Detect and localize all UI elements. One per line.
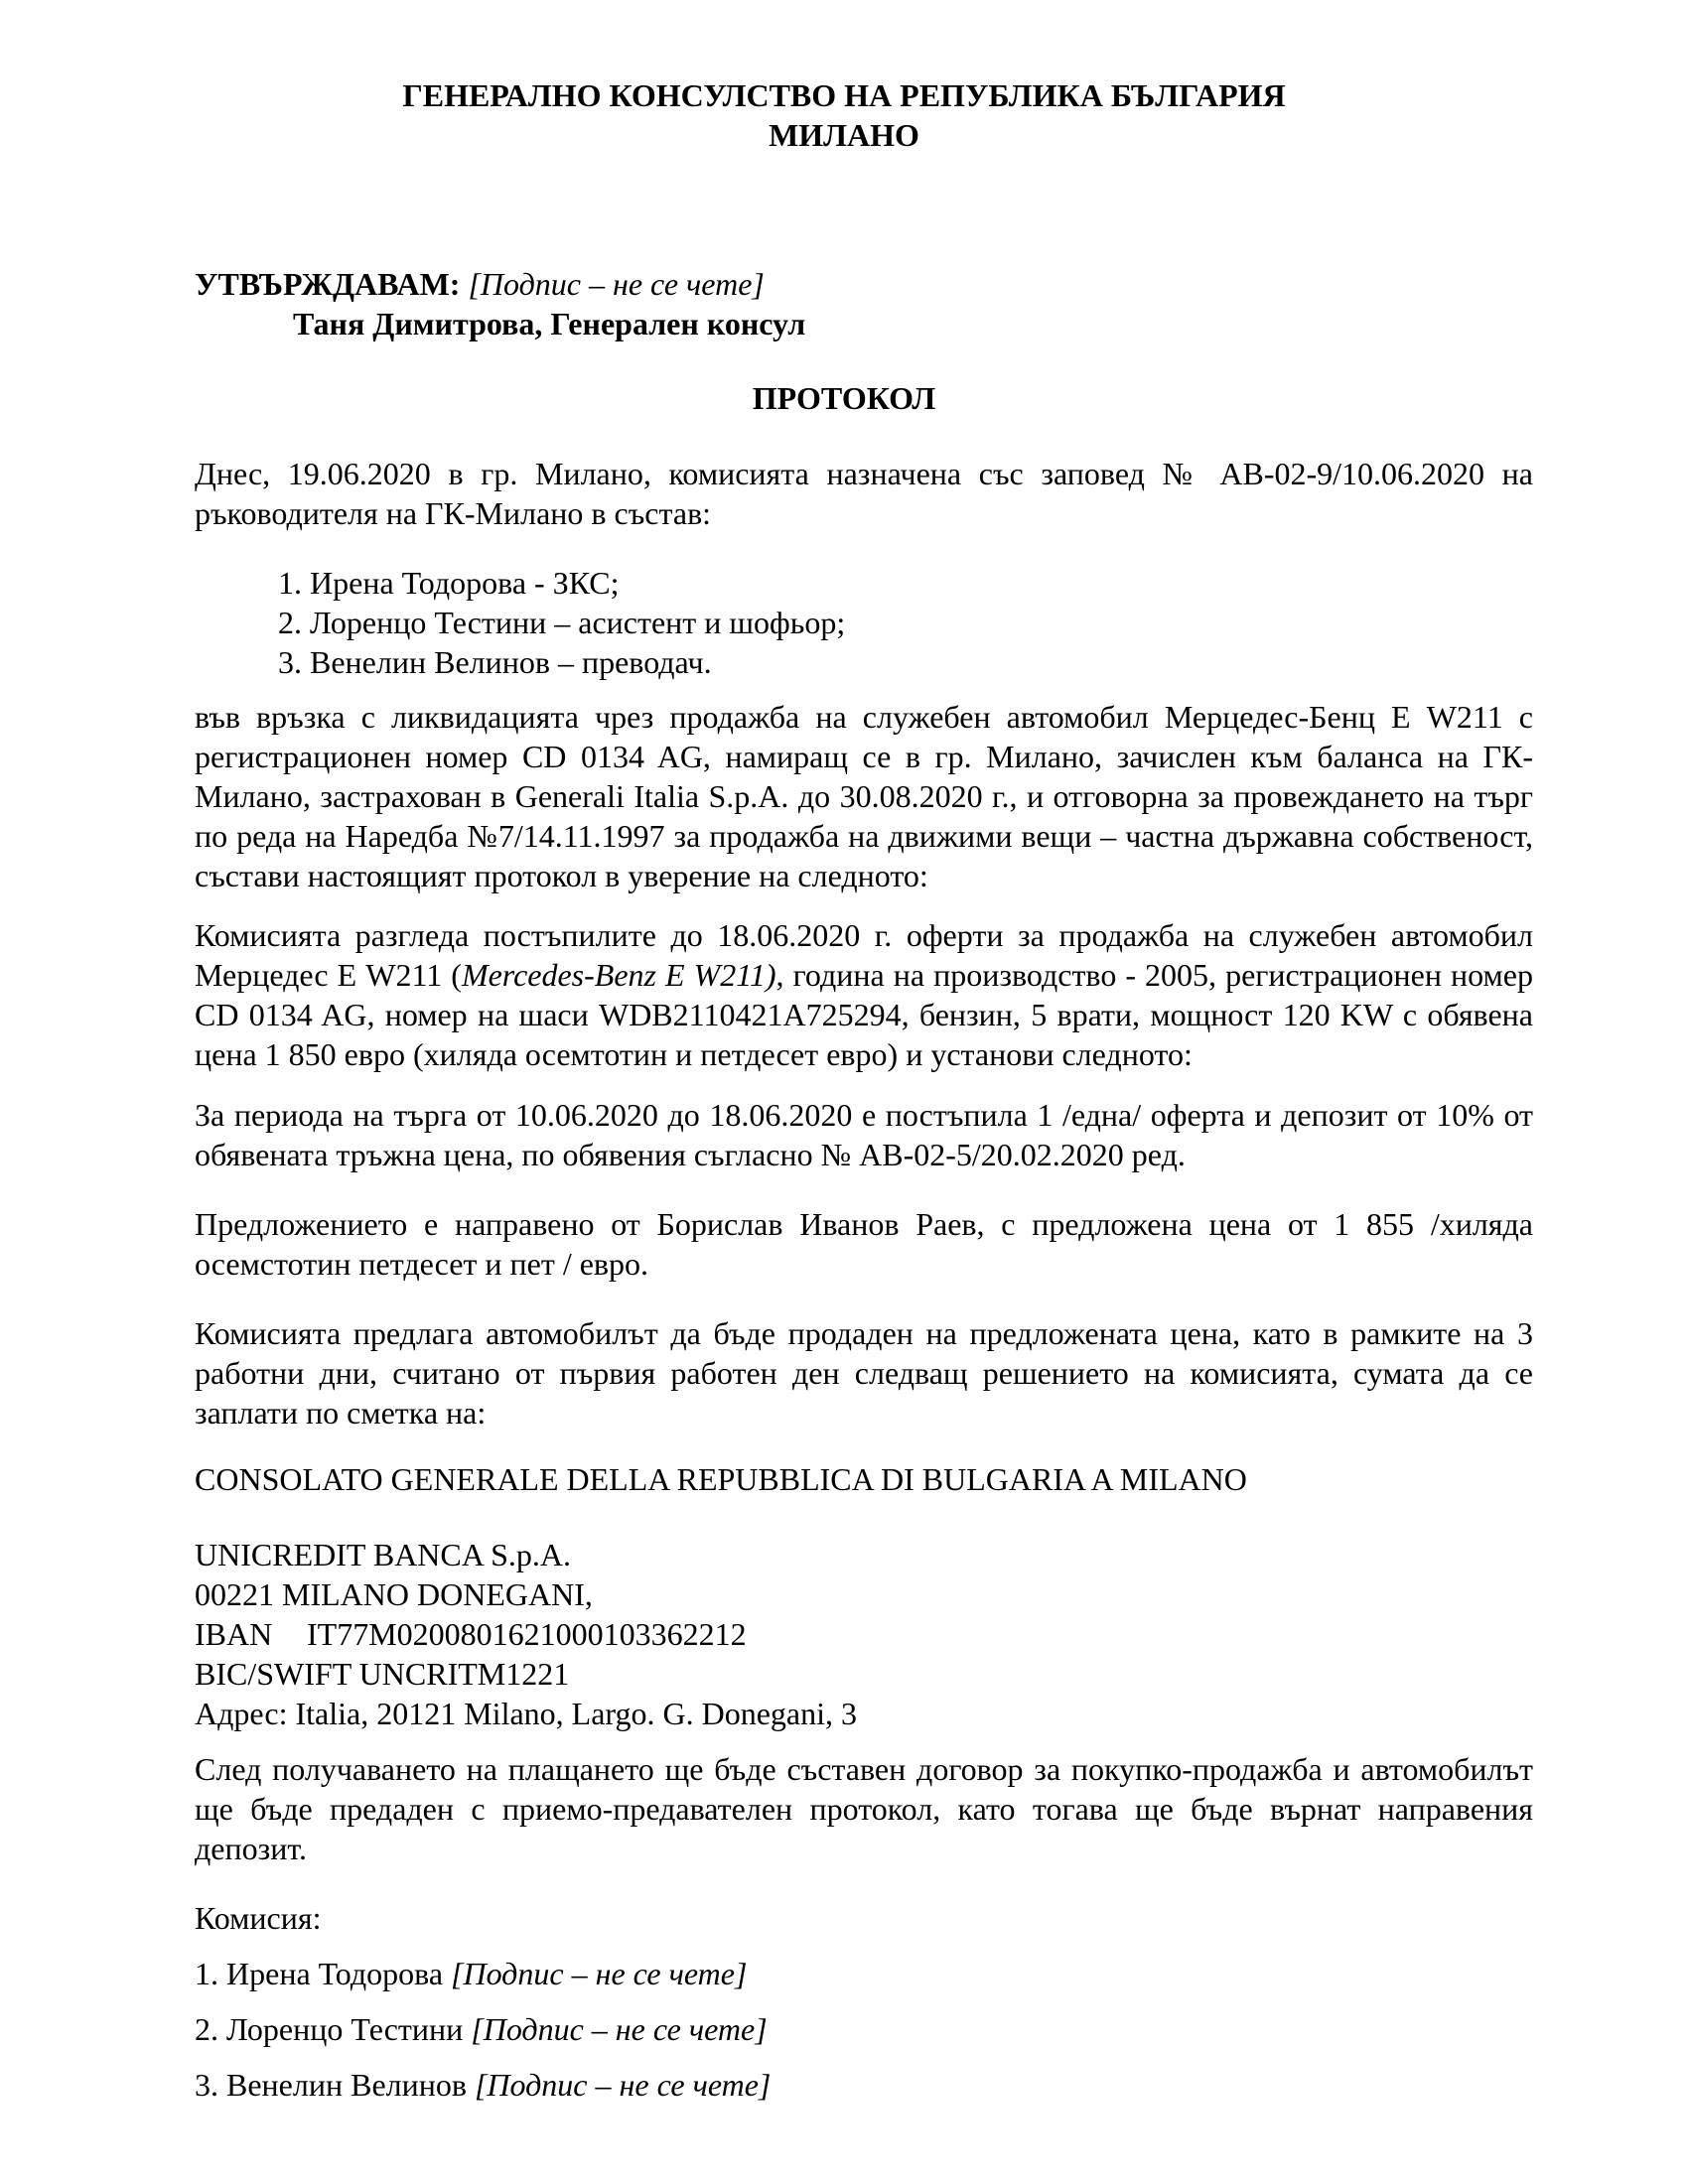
commission-member: [195, 1954, 747, 1993]
members-list-item: 1. Ирена Тодорова - ЗКС;: [278, 565, 620, 601]
header-line-2: МИЛАНО: [769, 117, 919, 153]
commission-member: [195, 2065, 771, 2105]
paragraph-offer-details: Предложението е направено от Борислав Иванов Раев, с предложена цена от 1 855 /хиляда осемстотин петдесет и пет / евро.: [195, 1206, 1533, 1282]
offers-text-part1: Комисията разгледа постъпилите до 18.06.2020 г. оферти за продажба на служебен автомобил Мерцедес Е W211 (: [195, 917, 1533, 993]
iban-line: [195, 1614, 747, 1654]
paragraph-after-payment: След получаването на плащането ще бъде съставен договор за покупко-продажба и автомобилът ще бъде предаден с приемо-предавателен протокол, като тогава ще бъде върнат направения депозит.: [195, 1751, 1533, 1866]
approval-signature: [Подпис – не се чете]: [468, 266, 765, 302]
bank-address: Адрес: Italia, 20121 Milano, Largo. G. Donegani, 3: [195, 1696, 857, 1731]
paragraph-proposal: Комисията предлага автомобилът да бъде продаден на предложената цена, като в рамките на 3 работни дни, считано от първия работен ден следващ решението на комисията, сумата да се заплати по сметка на:: [195, 1315, 1533, 1431]
offers-model-italic: Mercedes-Benz E W211): [461, 957, 776, 993]
members-list: [278, 563, 1470, 682]
paragraph-offers: [195, 915, 1533, 1074]
offers-text-part2: , година на производство - 2005, регистрационен номер CD 0134 AG, номер на шаси WDB2110421A725294, бензин, 5 врати, мощност 120 KW с обявена цена 1 850 евро (хиляда осемтотин и петдесет евро) и установи следното:: [195, 957, 1533, 1072]
commission-label: Комисия:: [195, 1900, 322, 1936]
members-list-item: 3. Венелин Велинов – преводач.: [278, 644, 712, 680]
bic-swift: BIC/SWIFT UNCRITM1221: [195, 1656, 570, 1692]
paragraph-liquidation: във връзка с ликвидацията чрез продажба на служебен автомобил Мерцедес-Бенц Е W211 с регистрационен номер CD 0134 AG, намиращ се в гр. Милано, зачислен към баланса на ГК-Милано, застрахован в Generali Italia S.p.A. до 30.08.2020 г., и отговорна за провеждането на търг по реда на Наредба №7/14.11.1997 за продажба на движими вещи – частна държавна собственост, състави настоящият протокол в уверение на следното:: [195, 699, 1533, 893]
approval-signer: Таня Димитрова, Генерален консул: [293, 306, 806, 341]
bank-name: UNICREDIT BANCA S.p.A.: [195, 1537, 571, 1572]
bank-branch: 00221 MILANO DONEGANI,: [195, 1576, 593, 1612]
iban-label: IBAN: [195, 1616, 273, 1652]
account-holder: CONSOLATO GENERALE DELLA REPUBBLICA DI BULGARIA A MILANO: [195, 1461, 1247, 1497]
iban-value: IT77M0200801621000103362212: [307, 1616, 747, 1652]
header-line-1: ГЕНЕРАЛНО КОНСУЛСТВО НА РЕПУБЛИКА БЪЛГАРИЯ: [402, 77, 1286, 113]
intro-paragraph: Днес, 19.06.2020 в гр. Милано, комисията назначена със заповед № АВ-02-9/10.06.2020 на ръководителя на ГК-Милано в състав:: [195, 456, 1533, 531]
paragraph-period: За периода на търга от 10.06.2020 до 18.06.2020 е постъпила 1 /една/ оферта и депозит от 10% от обявената тръжна цена, по обявения съгласно № АВ-02-5/20.02.2020 ред.: [195, 1097, 1533, 1172]
member-name: 3. Венелин Велинов: [195, 2067, 467, 2103]
member-name: 2. Лоренцо Тестини: [195, 2011, 464, 2047]
member-signature: [Подпис – не се чете]: [471, 2011, 768, 2047]
document-title: ПРОТОКОЛ: [752, 380, 936, 416]
commission-member: [195, 2009, 768, 2049]
approval-label: УТВЪРЖДАВАМ:: [195, 266, 461, 302]
member-name: 1. Ирена Тодорова: [195, 1956, 444, 1991]
approval-line: [195, 264, 765, 304]
member-signature: [Подпис – не се чете]: [451, 1956, 748, 1991]
member-signature: [Подпис – не се чете]: [474, 2067, 772, 2103]
members-list-item: 2. Лоренцо Тестини – асистент и шофьор;: [278, 605, 846, 640]
